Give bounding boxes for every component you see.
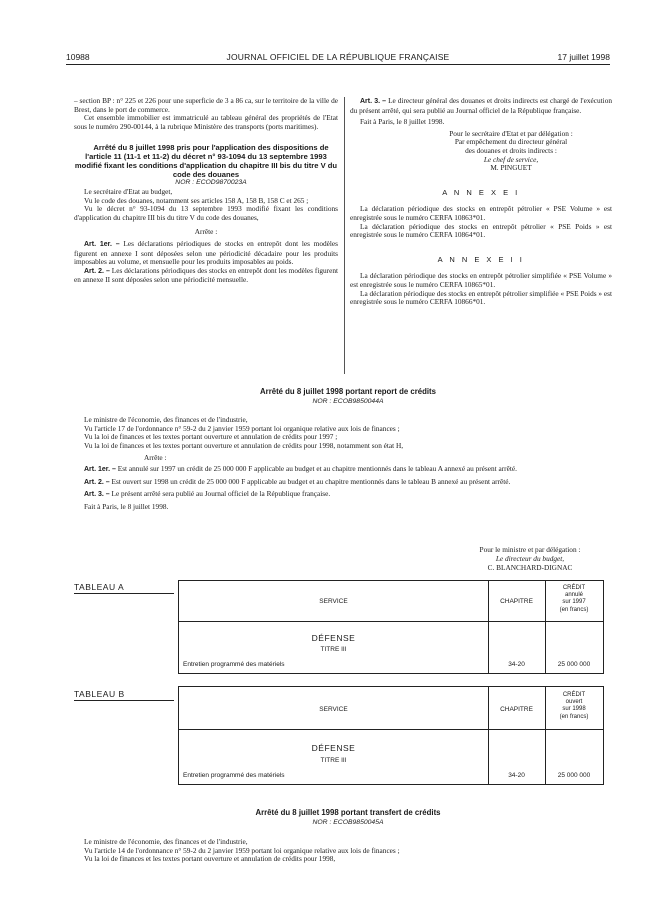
tableau-b-row-chapitre: 34-20 [508,772,525,779]
page-header [66,52,610,64]
annex-2-title: A N N E X E I I [437,254,525,264]
tableau-a-header-credit [545,585,603,614]
tableau-b-credit-line-4: (en francs) [559,713,589,720]
decree-3-preamble-1: Le ministre de l'économie, des finances et de l'industrie, [84,837,248,846]
article-1-label: Art. 1er. – [84,240,120,248]
decree-3-preamble-2: Vu l'article 14 de l'ordonnance n° 59-2 du 2 janvier 1959 portant loi organique relative aux lois de finances ; [84,845,400,855]
signature-line-1: Pour le secrétaire d'Etat et par délégation : [449,128,573,138]
decree-2-article-3 [74,490,612,500]
journal-title: JOURNAL OFFICIEL DE LA RÉPUBLIQUE FRANÇAISE [226,52,450,62]
tableau-a-header-service: SERVICE [319,598,348,605]
tableau-a-row-label: Entretien programmé des matériels [183,661,285,668]
decree-1-article-3 [350,97,612,115]
intro-paragraph-1: – section BP : n° 225 et 226 pour une superficie de 3 a 86 ca, sur le territoire de la ville de Brest, dans le port de commerce. [74,96,338,114]
tableau-b-header-chapitre: CHAPITRE [500,706,533,713]
tableau-a-credit-line-1: CRÉDIT [562,585,586,591]
tableau-a-row-chapitre: 34-20 [508,661,525,668]
tableau-a-label-rule [74,593,174,594]
decree-2-title: Arrêté du 8 juillet 1998 portant report de crédits [260,387,436,396]
decree-2-article-3-label: Art. 3. – [84,491,110,499]
decree-2-signature [440,545,620,572]
decree-2-header [74,387,612,407]
decree-1-preamble-3: Vu le décret n° 93-1094 du 13 septembre 1993 modifié fixant les conditions d'application du chapitre III bis du titre V du code des douanes, [74,204,338,222]
tableau-a-section: DÉFENSE [311,633,356,643]
tableau-a [178,580,604,674]
signature-line-2: Par empêchement du directeur général [454,137,568,147]
article-2-text: Les déclarations périodiques des stocks en entrepôt dont les modèles figurent en annexe II sont déposées selon une périodicité mensuelle. [74,265,338,285]
decree-2-signature-line-1: Pour le ministre et par délégation : [479,545,581,554]
decree-2-article-1-label: Art. 1er. – [84,465,116,473]
annex-2-paragraph-1: La déclaration périodique des stocks en entrepôt pétrolier simplifiée « PSE Volume » est enregistrée sous le numéro CERFA 10865*01. [350,271,612,289]
tableau-a-header-chapitre: CHAPITRE [500,598,533,605]
decree-3-header [74,808,612,828]
decree-2-article-2 [74,478,612,488]
tableau-a-titre: TITRE III [320,646,347,653]
decree-2-signature-line-2: Le directeur du budget, [495,554,565,563]
decree-2-article-3-text: Le présent arrêté sera publié au Journal officiel de la République française. [111,489,331,499]
decree-2-article-2-text: Est ouvert sur 1998 un crédit de 25 000 000 F applicable au budget et au chapitre mentionnés dans le tableau B annexé au présent arrêté. [111,476,511,486]
article-3-text: Le directeur général des douanes et droits indirects est chargé de l'exécution du présent arrêté, qui sera publié au Journal officiel de la République française. [350,96,612,115]
decree-2-signature-name: C. BLANCHARD-DIGNAC [487,563,573,572]
decree-2-article-2-label: Art. 2. – [84,478,110,486]
tableau-b-header-credit [545,692,603,721]
header-rule [66,64,610,65]
article-3-label: Art. 3. – [360,98,387,105]
decree-3-body [74,838,612,864]
tableau-b [178,686,604,785]
column-divider [344,97,345,374]
article-1-text: Les déclarations périodiques de stocks en entrepôt dont les modèles figurent en annexe I sont déposées selon une périodicité décadaire pour les produits imposables au volume, et mensuelle pour les produits imposables au poids. [74,238,338,267]
signature-line-3: des douanes et droits indirects : [465,145,557,155]
decree-2-preamble-4: Vu la loi de finances et les textes portant ouverture et annulation de crédits pour 1998, notamment son état H, [84,440,404,450]
decree-2-preamble-3: Vu la loi de finances et les textes portant ouverture et annulation de crédits pour 1997 ; [84,432,338,442]
annex-1-paragraph-2: La déclaration périodique des stocks en entrepôt pétrolier « PSE Poids » est enregistrée sous le numéro CERFA 10864*01. [350,221,612,240]
decree-1-preamble-1: Le secrétaire d'Etat au budget, [84,186,173,196]
tableau-a-credit-line-2: annulé [564,592,584,599]
decree-1-article-2 [74,267,338,285]
tableau-b-header-service: SERVICE [319,706,348,713]
decree-1-title: Arrêté du 8 juillet 1998 pris pour l'application des dispositions de l'article 11 (11-1 et 11-2) du décret n° 93-1094 du 13 septembre 1993 modifié fixant les conditions d'application du chapitre III bis du titre V du code des douanes [74,143,338,180]
tableau-a-label: TABLEAU A [74,582,125,592]
tableau-b-credit-line-1: CRÉDIT [562,692,586,698]
annex-2-paragraph-2: La déclaration périodique des stocks en entrepôt pétrolier simplifiée « PSE Poids » est enregistrée sous le numéro CERFA 10866*01. [350,288,612,307]
issue-date: 17 juillet 1998 [557,52,610,62]
decree-1-article-1 [74,240,338,267]
decree-1-nor: NOR : ECOD9870023A [175,179,247,187]
tableau-a-credit-line-4: (en francs) [559,606,589,613]
tableau-a-row-credit: 25 000 000 [557,661,591,668]
decree-3-title: Arrêté du 8 juillet 1998 portant transfert de crédits [255,808,441,817]
intro-paragraph-2: Cet ensemble immobilier est immatriculé au tableau général des propriétés de l'Etat sous le numéro 290-00144, à la rubrique Ministère des transports (ports maritimes). [74,113,338,131]
right-column [350,97,612,307]
decree-2-article-1 [74,465,612,475]
signature-name: M. PINGUET [490,163,532,173]
decree-3-preamble-3: Vu la loi de finances et les textes portant ouverture et annulation de crédits pour 1998, [84,854,336,864]
decree-2-done-at: Fait à Paris, le 8 juillet 1998. [84,501,169,511]
page-number: 10988 [66,52,90,62]
tableau-b-credit-line-2: ouvert [565,699,583,706]
tableau-b-titre: TITRE III [320,757,347,764]
decree-1-arrete: Arrête : [194,227,218,237]
left-column [74,97,338,285]
tableau-b-credit-line-3: sur 1998 [562,706,586,713]
decree-2-nor: NOR : ECOB9850044A [312,398,384,405]
annex-1-title: A N N E X E I [442,187,520,197]
tableau-b-label-rule [74,700,174,701]
annex-1-paragraph-1: La déclaration périodique des stocks en entrepôt pétrolier « PSE Volume » est enregistrée sous le numéro CERFA 10863*01. [350,204,612,222]
decree-2-preamble-1: Le ministre de l'économie, des finances et de l'industrie, [84,415,248,424]
decree-2-article-1-text: Est annulé sur 1997 un crédit de 25 000 000 F applicable au budget et au chapitre mentionnés dans le tableau A annexé au présent arrêté. [117,463,517,473]
decree-1-preamble-2: Vu le code des douanes, notamment ses articles 158 A, 158 B, 158 C et 265 ; [84,195,309,205]
tableau-b-row-credit: 25 000 000 [557,772,591,779]
decree-2-preamble-2: Vu l'article 17 de l'ordonnance n° 59-2 du 2 janvier 1959 portant loi organique relative aux lois de finances ; [84,423,400,433]
decree-1-done-at: Fait à Paris, le 8 juillet 1998. [360,117,445,127]
tableau-b-label: TABLEAU B [74,689,125,699]
tableau-a-credit-line-3: sur 1997 [562,599,586,606]
article-2-label: Art. 2. – [84,267,110,275]
decree-2-body [74,416,612,511]
tableau-b-section: DÉFENSE [311,743,356,753]
decree-2-arrete: Arrête : [144,453,167,463]
tableau-b-row-label: Entretien programmé des matériels [183,772,285,779]
signature-line-4: Le chef de service, [483,154,539,164]
decree-3-nor: NOR : ECOB9850045A [312,819,384,826]
